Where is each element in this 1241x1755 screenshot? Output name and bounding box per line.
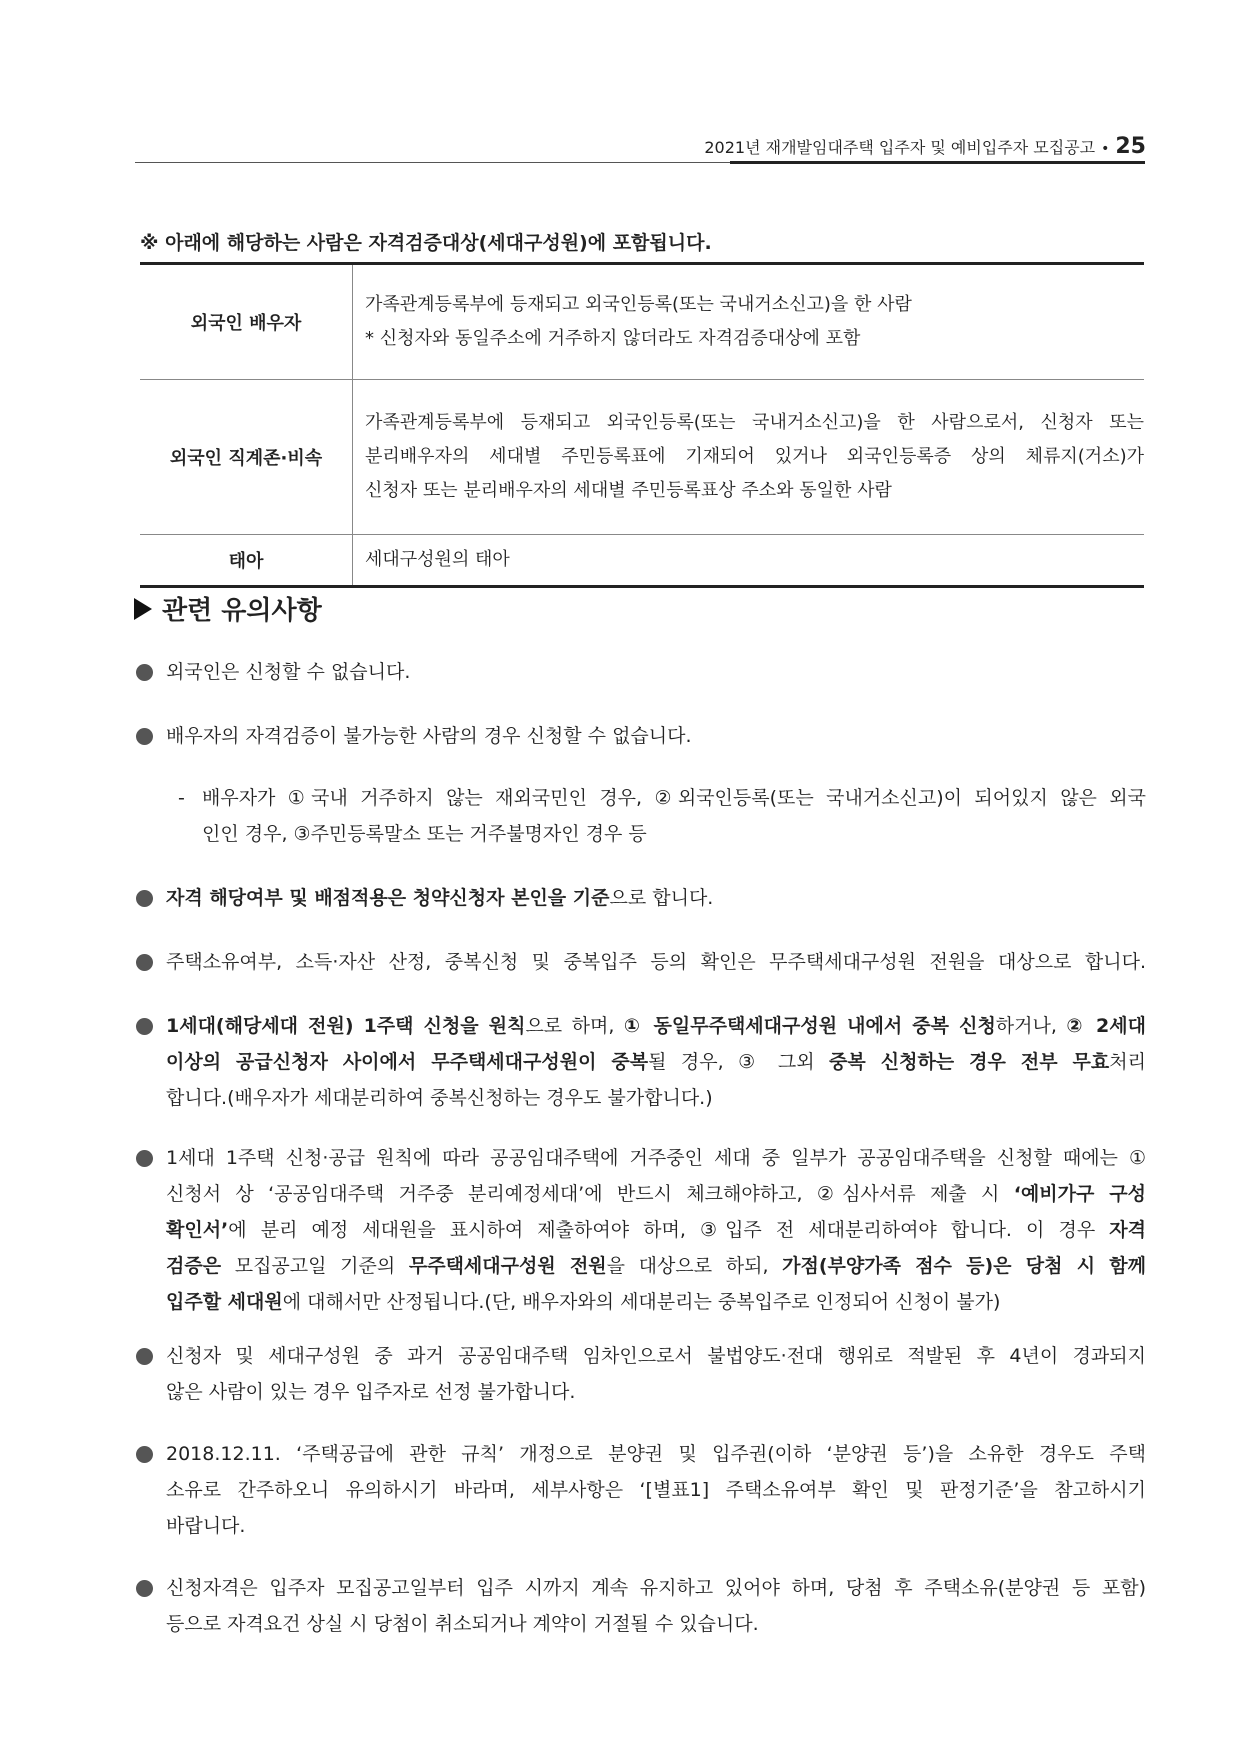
row-label: 외국인 직계존·비속: [140, 380, 353, 535]
bullet-icon: [136, 1150, 153, 1167]
note-bold-text: ‘예비가구 구성: [1013, 1183, 1146, 1205]
header-rule-accent: [730, 161, 1145, 164]
note-text: 처리: [1109, 1051, 1146, 1073]
bullet-icon: [136, 1018, 153, 1035]
note-text: 으로 하며,: [525, 1015, 624, 1037]
description-line: 가족관계등록부에 등재되고 외국인등록(또는 국내거소신고)을 한 사람: [365, 294, 912, 315]
page-number: 25: [1115, 134, 1146, 159]
description-line: * 신청자와 동일주소에 거주하지 않더라도 자격검증대상에 포함: [365, 328, 861, 349]
note-bold-text: 검증은: [166, 1255, 222, 1277]
document-title: 2021년 재개발임대주택 입주자 및 예비입주자 모집공고: [704, 138, 1096, 157]
note-text: 바랍니다.: [166, 1515, 246, 1537]
note-text: 신청자 및 세대구성원 중 과거 공공임대주택 임차인으로서 불법양도·전대 행위로 적발된 후 4년이 경과되지: [166, 1345, 1146, 1367]
bullet-icon: [136, 1580, 153, 1597]
note-bold-text: 무주택세대구성원 전원: [408, 1255, 607, 1277]
note-bold-text: 이상의 공급신청자 사이에서 무주택세대구성원이 중복: [166, 1051, 649, 1073]
bullet-icon: [136, 728, 153, 745]
note-bold-text: 중복 신청하는 경우 전부 무효: [829, 1051, 1110, 1073]
bullet-icon: [136, 1348, 153, 1365]
note-bold-text: 가점(부양가족 점수 등)은 당첨 시 함께: [782, 1255, 1147, 1277]
bullet-icon: [136, 954, 153, 971]
list-item: [134, 944, 1146, 980]
row-description: [353, 380, 1145, 535]
list-item: [134, 1570, 1146, 1642]
sub-list-item: [178, 780, 1146, 852]
list-item: [134, 718, 1146, 754]
qualification-table: [140, 262, 1144, 588]
note-text: 소유로 간주하오니 유의하시기 바라며, 세부사항은 ‘[별표1] 주택소유여부 확인 및 판정기준’을 참고하시기: [166, 1479, 1146, 1501]
note-text: 주택소유여부, 소득·자산 산정, 중복신청 및 중복입주 등의 확인은 무주택세대구성원 전원을 대상으로 합니다.: [166, 951, 1146, 973]
description-line: 가족관계등록부에 등재되고 외국인등록(또는 국내거소신고)을 한 사람으로서, 신청자 또는: [365, 412, 1144, 433]
list-item: [134, 1436, 1146, 1544]
row-label: 외국인 배우자: [140, 264, 353, 380]
bullet-icon: [136, 1446, 153, 1463]
note-bold-text: 확인서’: [166, 1219, 229, 1241]
list-item: [134, 1140, 1146, 1320]
list-item: [134, 1008, 1146, 1116]
table-row: [140, 535, 1144, 587]
note-text: 을 대상으로 하되,: [606, 1255, 783, 1277]
row-description: [353, 264, 1145, 380]
section-title: [134, 590, 322, 627]
note-text: 않은 사람이 있는 경우 입주자로 선정 불가합니다.: [166, 1381, 576, 1403]
bullet-icon: [136, 664, 153, 681]
list-item: [134, 880, 1146, 916]
bullet-icon: [136, 890, 153, 907]
note-text: 인인 경우, ③주민등록말소 또는 거주불명자인 경우 등: [202, 823, 647, 845]
list-item: [134, 1338, 1146, 1410]
description-line: 세대구성원의 태아: [365, 549, 510, 570]
note-text: 외국인은 신청할 수 없습니다.: [166, 661, 411, 683]
row-label: 태아: [140, 535, 353, 587]
note-text: 신청서 상 ‘공공임대주택 거주중 분리예정세대’에 반드시 체크해야하고, ②심사서류 제출 시: [166, 1183, 1014, 1205]
note-text: 될 경우, ③ 그외: [648, 1051, 830, 1073]
table-row: [140, 380, 1144, 535]
list-item: [134, 654, 1146, 690]
note-bold-text: 자격: [1109, 1219, 1146, 1241]
note-text: 하거나,: [995, 1015, 1067, 1037]
note-title: ※ 아래에 해당하는 사람은 자격검증대상(세대구성원)에 포함됩니다.: [140, 232, 712, 254]
header-bullet: •: [1101, 141, 1110, 157]
note-text: 으로 합니다.: [609, 887, 714, 909]
note-text: 1세대 1주택 신청·공급 원칙에 따라 공공임대주택에 거주중인 세대 중 일부가 공공임대주택을 신청할 때에는 ①: [166, 1147, 1146, 1169]
note-text: 합니다.(배우자가 세대분리하여 중복신청하는 경우도 불가합니다.): [166, 1087, 713, 1109]
description-line: 분리배우자의 세대별 주민등록표에 기재되어 있거나 외국인등록증 상의 체류지(거소)가: [365, 446, 1144, 467]
note-text: 모집공고일 기준의: [221, 1255, 409, 1277]
page-header: [704, 134, 1146, 159]
note-text: 배우자의 자격검증이 불가능한 사람의 경우 신청할 수 없습니다.: [166, 725, 692, 747]
row-description: [353, 535, 1145, 587]
dash-marker: -: [178, 787, 185, 809]
description-line: 신청자 또는 분리배우자의 세대별 주민등록표상 주소와 동일한 사람: [365, 480, 892, 501]
section-title-text: 관련 유의사항: [162, 596, 322, 626]
note-text: 신청자격은 입주자 모집공고일부터 입주 시까지 계속 유지하고 있어야 하며, 당첨 후 주택소유(분양권 등 포함): [166, 1577, 1146, 1599]
note-text: 에 분리 예정 세대원을 표시하여 제출하여야 하며, ③입주 전 세대분리하여야 합니다. 이 경우: [228, 1219, 1110, 1241]
note-text: 등으로 자격요건 상실 시 당첨이 취소되거나 계약이 거절될 수 있습니다.: [166, 1613, 759, 1635]
note-bold-text: ② 2세대: [1066, 1015, 1146, 1037]
triangle-right-icon: [134, 598, 152, 620]
note-text: 에 대해서만 산정됩니다.(단, 배우자와의 세대분리는 중복입주로 인정되어 신청이 불가): [282, 1291, 1001, 1313]
note-text: 배우자가 ①국내 거주하지 않는 재외국민인 경우, ②외국인등록(또는 국내거소신고)이 되어있지 않은 외국: [202, 787, 1146, 809]
note-bold-text: ① 동일무주택세대구성원 내에서 중복 신청: [623, 1015, 996, 1037]
note-bold-text: 자격 해당여부 및 배점적용은 청약신청자 본인을 기준: [166, 887, 610, 909]
note-bold-text: 입주할 세대원: [166, 1291, 283, 1313]
note-bold-text: 1세대(해당세대 전원) 1주택 신청을 원칙: [166, 1015, 526, 1037]
note-text: 2018.12.11. ‘주택공급에 관한 규칙’ 개정으로 분양권 및 입주권(이하 ‘분양권 등’)을 소유한 경우도 주택: [166, 1443, 1146, 1465]
table-row: [140, 264, 1144, 380]
